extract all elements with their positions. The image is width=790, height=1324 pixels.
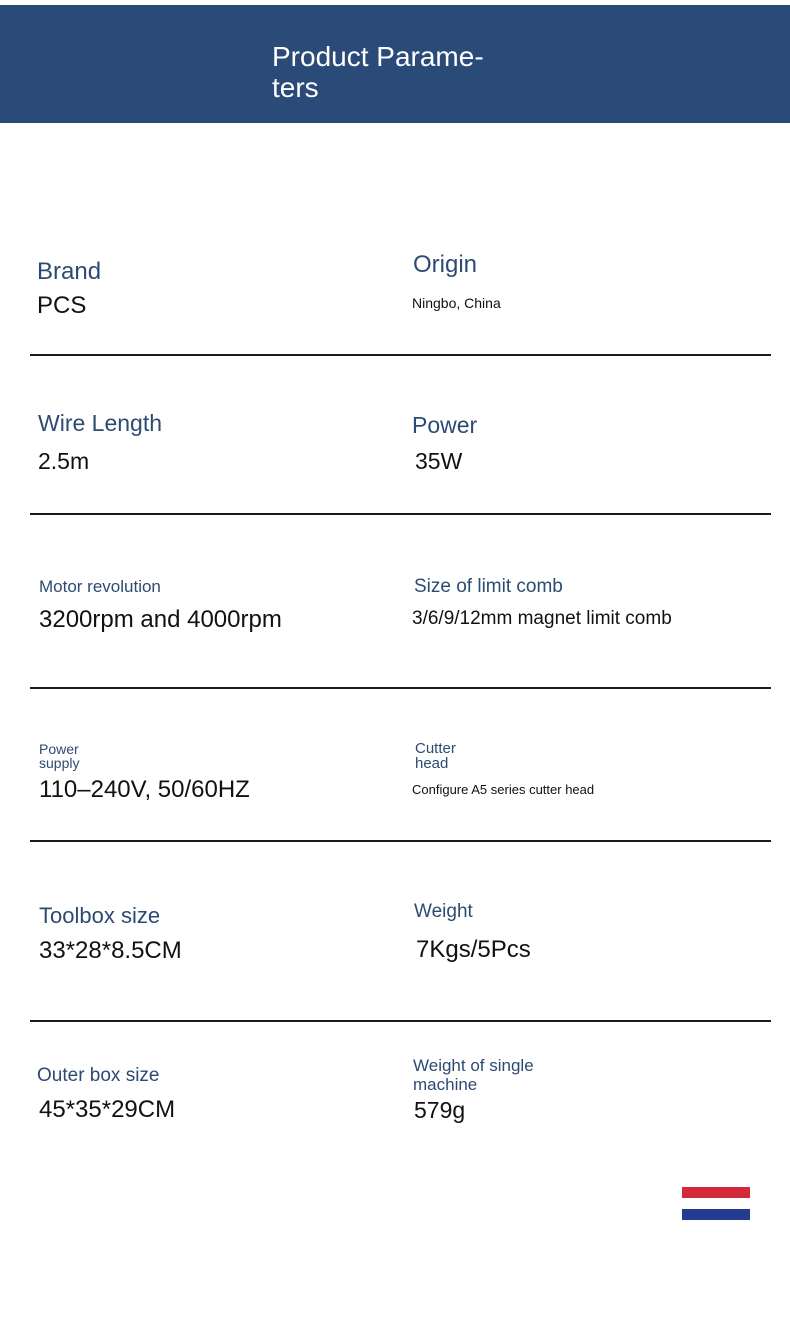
power-supply-label [39, 742, 79, 770]
cutter-head-label-line-1: Cutter [415, 740, 456, 757]
toolbox-size-value: 33*28*8.5CM [39, 937, 182, 964]
row-divider [30, 687, 771, 689]
power-supply-value: 110–240V, 50/60HZ [39, 776, 250, 803]
cutter-head-label [415, 741, 456, 771]
page-title-line-1: Product Parame- [272, 41, 484, 72]
motor-revolution-label: Motor revolution [39, 577, 161, 596]
power-supply-label-line-2: supply [39, 755, 80, 771]
origin-label: Origin [413, 251, 478, 278]
flag-stripe-red [682, 1187, 750, 1198]
toolbox-size-label: Toolbox size [39, 903, 161, 928]
single-weight-label [413, 1056, 534, 1094]
weight-label: Weight [414, 901, 473, 922]
row-divider [30, 1020, 771, 1022]
outer-box-size-value: 45*35*29CM [39, 1096, 176, 1123]
row-divider [30, 840, 771, 842]
single-weight-label-line-1: Weight of single [413, 1056, 534, 1075]
weight-value: 7Kgs/5Pcs [416, 936, 531, 963]
cutter-head-label-line-2: head [415, 755, 449, 772]
row-divider [30, 513, 771, 515]
brand-value: PCS [37, 292, 87, 319]
power-supply-label-line-1: Power [39, 741, 79, 757]
page-title-line-2: ters [272, 72, 319, 103]
row-divider [30, 354, 771, 356]
header-banner [0, 5, 790, 123]
netherlands-flag-icon [682, 1187, 750, 1220]
origin-value: Ningbo, China [412, 295, 501, 311]
brand-label: Brand [37, 258, 102, 285]
wire-length-value: 2.5m [38, 448, 90, 474]
page-title [272, 41, 512, 103]
single-weight-value: 579g [414, 1097, 466, 1123]
wire-length-label: Wire Length [38, 410, 163, 436]
flag-stripe-white [682, 1198, 750, 1209]
outer-box-size-label: Outer box size [37, 1065, 160, 1086]
motor-revolution-value: 3200rpm and 4000rpm [39, 606, 282, 633]
limit-comb-value: 3/6/9/12mm magnet limit comb [412, 608, 672, 629]
single-weight-label-line-2: machine [413, 1075, 478, 1094]
flag-stripe-blue [682, 1209, 750, 1220]
cutter-head-value: Configure A5 series cutter head [412, 782, 595, 797]
limit-comb-label: Size of limit comb [414, 576, 563, 597]
power-value: 35W [415, 448, 463, 474]
power-label: Power [412, 412, 478, 438]
